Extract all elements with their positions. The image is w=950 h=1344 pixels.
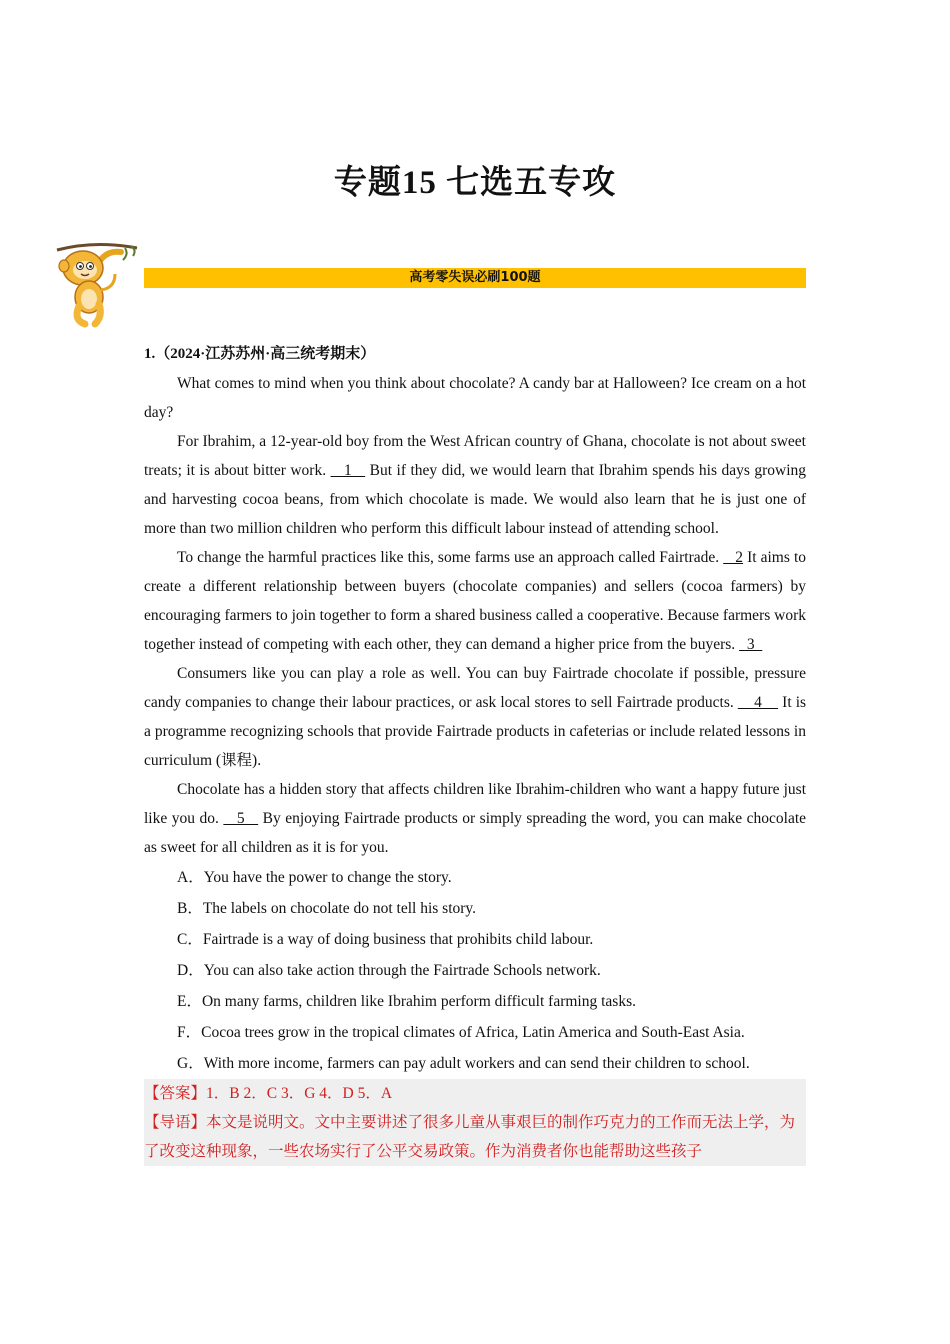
blank-2: 2 xyxy=(723,549,744,566)
option-g: G．With more income, farmers can pay adult workers and can send their children to school. xyxy=(177,1055,750,1072)
blank-5: 5 xyxy=(223,810,259,827)
answer-block xyxy=(144,1079,806,1108)
paragraph-text: It aims to create a different relationship between buyers (chocolate companies) and sellers (cocoa farmers) by encouraging farmers to join together to form a shared business called a cooperative. Because farmers work together instead of competing with each other, they can demand a higher price from the buyers. xyxy=(144,549,806,653)
section-banner: 高考零失误必刷100题 xyxy=(144,268,806,288)
blank-3: 3 xyxy=(739,636,763,653)
paragraph-text: But if they did, we would learn that Ibrahim spends his days growing and harvesting cocoa beans, from which chocolate is made. We would also learn that he is just one of more than two million children who perform this difficult labour instead of attending school. xyxy=(144,462,807,537)
paragraph-text: By enjoying Fairtrade products or simply spreading the word, you can make chocolate as sweet for all children as it is for you. xyxy=(144,810,807,856)
question-header: 1.（2024·江苏苏州·高三统考期末） xyxy=(144,346,376,362)
answer-tag: 【答案】 xyxy=(144,1085,207,1102)
paragraph-text: What comes to mind when you think about chocolate? A candy bar at Halloween? Ice cream on a hot day? xyxy=(144,375,806,421)
passage-paragraph-3 xyxy=(144,543,806,659)
option-e: E．On many farms, children like Ibrahim perform difficult farming tasks. xyxy=(177,993,636,1010)
guide-block xyxy=(144,1108,806,1166)
passage-paragraph-4 xyxy=(144,659,806,775)
paragraph-text: Consumers like you can play a role as well. You can buy Fairtrade chocolate if possible, pressure candy companies to change their labour practices, or ask local stores to sell Fairtrade products. xyxy=(144,665,806,711)
guide-text: 本文是说明文。文中主要讲述了很多儿童从事艰巨的制作巧克力的工作而无法上学，为了改变这种现象，一些农场实行了公平交易政策。作为消费者你也能帮助这些孩子 xyxy=(144,1114,796,1160)
paragraph-text: It is a programme recognizing schools that provide Fairtrade products in cafeterias or include related lessons in curriculum (课程). xyxy=(144,694,807,769)
paragraph-text: Chocolate has a hidden story that affects children like Ibrahim-children who want a happy future just like you do. xyxy=(144,781,806,827)
option-a: A．You have the power to change the story. xyxy=(177,869,452,886)
option-b: B．The labels on chocolate do not tell his story. xyxy=(177,900,477,917)
option-d: D．You can also take action through the Fairtrade Schools network. xyxy=(177,962,601,979)
answer-text: 1．B 2．C 3．G 4．D 5．A xyxy=(206,1085,393,1102)
page-title: 专题15 七选五专攻 xyxy=(333,165,617,201)
paragraph-text: To change the harmful practices like this, some farms use an approach called Fairtrade. xyxy=(177,549,720,566)
monkey-mascot-icon xyxy=(55,242,139,330)
paragraph-text: For Ibrahim, a 12-year-old boy from the West African country of Ghana, chocolate is not about sweet treats; it is about bitter work. xyxy=(144,433,806,479)
question-content xyxy=(144,340,806,1166)
guide-tag: 【导语】 xyxy=(144,1114,207,1131)
passage-paragraph-5 xyxy=(144,775,806,862)
option-f: F．Cocoa trees grow in the tropical climates of Africa, Latin America and South-East Asia. xyxy=(177,1024,745,1041)
blank-4: 4 xyxy=(737,694,779,711)
option-c: C．Fairtrade is a way of doing business that prohibits child labour. xyxy=(177,931,594,948)
passage-paragraph-2 xyxy=(144,427,806,543)
blank-1: 1 xyxy=(330,462,366,479)
passage-paragraph-1 xyxy=(144,369,806,427)
